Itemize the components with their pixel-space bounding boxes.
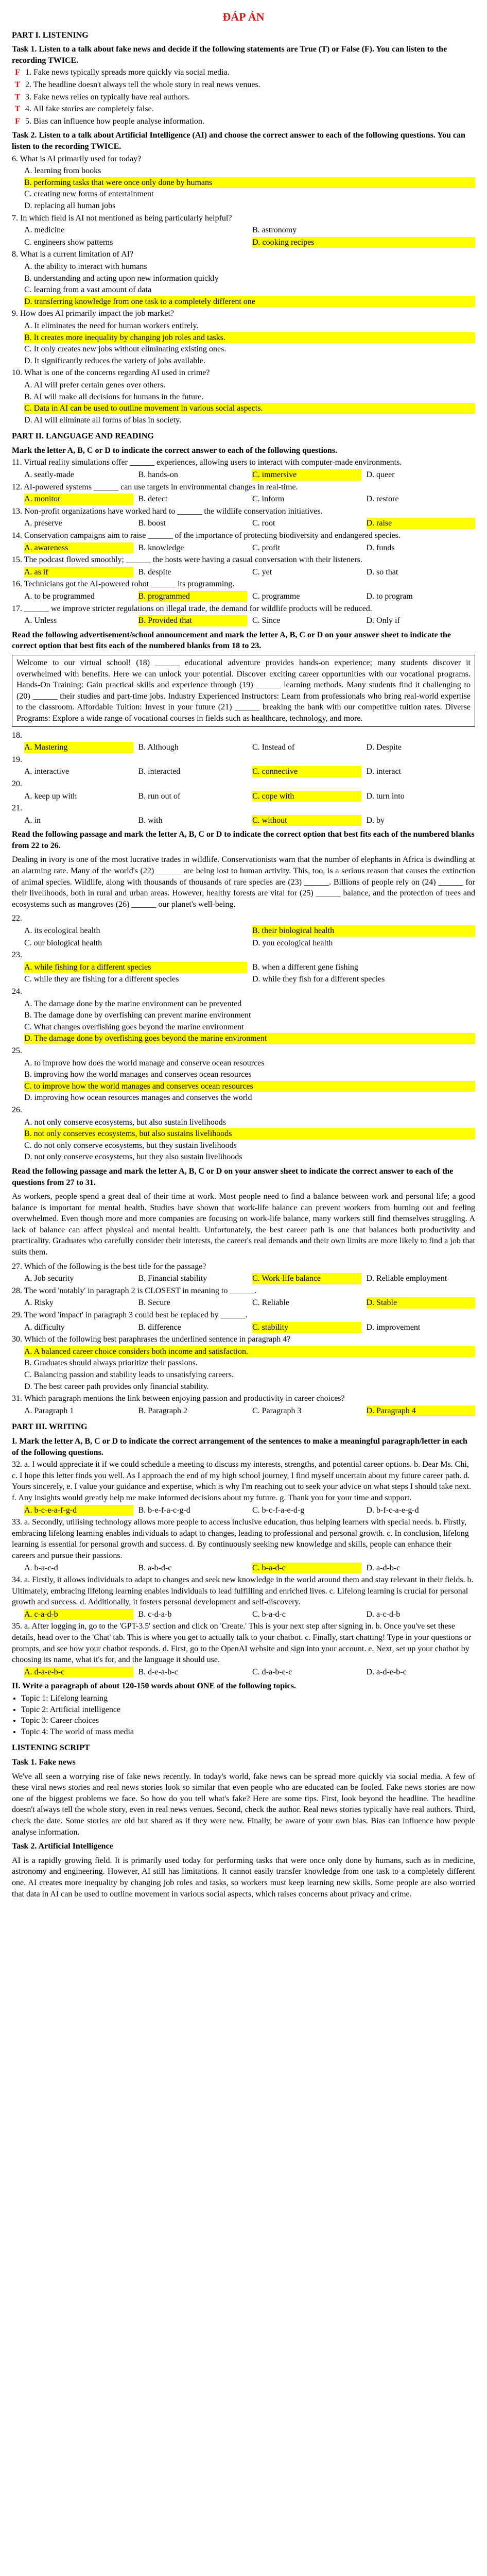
option: C. b-c-f-a-e-d-g bbox=[252, 1505, 305, 1515]
correct-option: C. Work-life balance bbox=[252, 1273, 361, 1284]
question-options bbox=[12, 815, 475, 826]
option: C. while they are fishing for a different species bbox=[24, 975, 179, 984]
correct-option: B. not only conserves ecosystems, but also sustains livelihoods bbox=[24, 1128, 475, 1140]
question-options bbox=[12, 1346, 475, 1392]
correct-option: D. Stable bbox=[367, 1297, 476, 1309]
option: C. yet bbox=[252, 567, 272, 577]
option: D. not only conserve ecosystems, but they also sustain livelihoods bbox=[24, 1153, 242, 1162]
reading3-instruction: Read the following passage and mark the letter A, B, C or D on your answer sheet to indicate the correct answer to each of the questions from 27 to 31. bbox=[12, 1166, 454, 1187]
option: B. astronomy bbox=[252, 226, 297, 235]
option: B. hands-on bbox=[138, 470, 178, 480]
correct-option: C. stability bbox=[252, 1322, 361, 1333]
question-options bbox=[12, 591, 475, 602]
option: A. difficulty bbox=[24, 1323, 65, 1332]
question-options bbox=[12, 1405, 475, 1417]
option: B. Paragraph 2 bbox=[138, 1406, 188, 1415]
topic-item: • Topic 3: Career choices bbox=[21, 1715, 475, 1726]
tf-text: 1. Fake news typically spreads more quickly via social media. bbox=[23, 68, 230, 77]
tf-statement bbox=[12, 104, 475, 115]
correct-option: A. c-a-d-b bbox=[24, 1609, 133, 1620]
option: D. restore bbox=[366, 495, 399, 504]
option: B. knowledge bbox=[138, 543, 184, 552]
correct-option: C. to improve how the world manages and conserves ocean resources bbox=[24, 1081, 475, 1092]
question-stem: 29. The word 'impact' in paragraph 3 could best be replaced by ______. bbox=[12, 1311, 248, 1320]
question-options bbox=[12, 1667, 475, 1678]
tf-text: 4. All fake stories are completely false. bbox=[23, 105, 154, 114]
question-stem: 12. AI-powered systems ______ can use targets in environmental changes in real-time. bbox=[12, 482, 298, 492]
topic-item: • Topic 2: Artificial intelligence bbox=[21, 1704, 475, 1716]
option: C. engineers show patterns bbox=[24, 238, 113, 247]
option: B. AI will make all decisions for humans in the future. bbox=[24, 392, 204, 401]
option: A. Unless bbox=[24, 616, 57, 625]
reading2-instruction: Read the following passage and mark the letter A, B, C or D to indicate the correct option that best fits each of the numbered blanks from 22 to 26. bbox=[12, 830, 475, 850]
question-stem: 13. Non-profit organizations have worked hard to ______ the wildlife conservation initiatives. bbox=[12, 506, 323, 516]
question-options bbox=[12, 261, 475, 307]
option: C. learning from a vast amount of data bbox=[24, 285, 152, 295]
option: B. d-e-a-b-c bbox=[138, 1667, 178, 1676]
question-stem: 16. Technicians got the AI-powered robot ______ its programming. bbox=[12, 580, 235, 589]
question-options bbox=[12, 518, 475, 529]
option: A. to improve how does the world manage and conserve ocean resources bbox=[24, 1058, 265, 1067]
option: A. b-a-c-d bbox=[24, 1563, 58, 1572]
correct-option: B. programmed bbox=[138, 591, 248, 602]
script-task1-text: We've all seen a worrying rise of fake news recently. In today's world, fake news can be spread more quickly via social media. A few of these viral news stories and real news stories look so similar that even people who are educated can be fooled. Fake news stories are now one of the biggest problems we face. So how do you tell what's fake? Here are some tips. First, look beyond the headline. The headline doesn't always tell the whole story, even in real news venues. Second, check the author. Real news stories typically have real authors. Third, check the date. Some stories are old but shared as if they were new. Finally, be aware of your own bias. Bias can influence how people analyse information. bbox=[12, 1772, 475, 1837]
option: B. difference bbox=[138, 1323, 181, 1332]
question-stem: 33. a. Secondly, utilising technology allows more people to access inclusive education, thus helping learners with special needs. b. Firstly, embracing lifelong learning enables individuals to adapt to changes, leading to professional and personal growth. c. In conclusion, lifelong learning is essential for personal growth and success. d. By continuously seeking new knowledge and skills, people can enhance their careers and pursue their passions. bbox=[12, 1518, 469, 1560]
correct-option: C. cope with bbox=[252, 791, 361, 802]
option: A. the ability to interact with humans bbox=[24, 262, 147, 271]
option: C. Since bbox=[252, 616, 281, 625]
option: B. a-b-d-c bbox=[138, 1563, 172, 1572]
correct-option: B. performing tasks that were once only done by humans bbox=[24, 177, 475, 189]
question-stem: 31. Which paragraph mentions the link between enjoying passion and productivity in career choices? bbox=[12, 1394, 345, 1403]
task1-instruction: Task 1. Listen to a talk about fake news and decide if the following statements are True (T) or False (F). You can listen to the recording TWICE. bbox=[12, 45, 447, 65]
option: D. Only if bbox=[366, 616, 400, 625]
option: B. understanding and acting upon new information quickly bbox=[24, 274, 219, 283]
question-stem: 14. Conservation campaigns aim to raise ______ of the importance of protecting biodiversity and endangered species. bbox=[12, 531, 401, 540]
question-options bbox=[12, 742, 475, 753]
question-stem: 18. bbox=[12, 731, 22, 740]
option: B. despite bbox=[138, 567, 171, 577]
correct-option: D. Paragraph 4 bbox=[367, 1405, 476, 1417]
question-stem: 25. bbox=[12, 1046, 22, 1055]
task2-instruction: Task 2. Listen to a talk about Artificial Intelligence (AI) and choose the correct answer to each of the following questions. You can listen to the recording TWICE. bbox=[12, 131, 465, 151]
question-options bbox=[12, 1117, 475, 1163]
option: D. so that bbox=[366, 567, 398, 577]
option: D. It significantly reduces the variety of jobs available. bbox=[24, 356, 205, 365]
page-title: ĐÁP ÁN bbox=[222, 10, 265, 23]
option: B. Financial stability bbox=[138, 1274, 207, 1283]
option: A. medicine bbox=[24, 226, 65, 235]
topics-list bbox=[21, 1693, 475, 1737]
question-stem: 26. bbox=[12, 1105, 22, 1114]
option: C. programme bbox=[252, 592, 300, 601]
question-options bbox=[12, 320, 475, 366]
question-stem: 34. a. Firstly, it allows individuals to adapt to changes and seek new knowledge in the world around them and stay relevant in their fields. b. Ultimately, embracing lifelong learning enables individuals to lead fulfilling and enriched lives. c. Lifelong learning is crucial for personal growth and success. d. Additionally, it fosters personal development and self-discovery. bbox=[12, 1575, 474, 1607]
option: C. Balancing passion and stability leads to unsatisfying careers. bbox=[24, 1370, 234, 1379]
question-stem: 24. bbox=[12, 987, 22, 996]
option: B. run out of bbox=[138, 791, 181, 801]
option: B. Secure bbox=[138, 1298, 170, 1308]
paragraph-instruction: II. Write a paragraph of about 120-150 words about ONE of the following topics. bbox=[12, 1682, 296, 1691]
reading2-text: Dealing in ivory is one of the most lucrative trades in wildlife. Conservationists warn that the number of elephants in Africa is dwindling at an alarming rate. Many of the world's (22) ______ are being lost to human activity. This, too, is a serious reason that causes the extinction of animal species. Wildlife, along with thousands of thousands of rare species are (23) ______. Billions of people rely on (24) ______ for their livelihoods, both in rural and urban areas. However, healthy forests are vital for (25) ______ balance, and the protection of trees and ecosystems such as mangroves (26) ______ our planet's well-being. bbox=[12, 855, 475, 909]
question-options bbox=[12, 165, 475, 211]
question-stem: 11. Virtual reality simulations offer ______ experiences, allowing users to interact with computer-made environments. bbox=[12, 458, 402, 467]
question-options bbox=[12, 1609, 475, 1620]
option: C. b-a-d-c bbox=[252, 1609, 286, 1619]
question-options bbox=[12, 1273, 475, 1284]
option: A. keep up with bbox=[24, 791, 77, 801]
correct-option: A. d-a-e-b-c bbox=[24, 1667, 133, 1678]
tf-answer: T bbox=[14, 92, 21, 101]
option: D. replacing all human jobs bbox=[24, 201, 116, 210]
correct-option: B. It creates more inequality by changing job roles and tasks. bbox=[24, 332, 475, 344]
option: C. inform bbox=[252, 495, 285, 504]
option: C. d-a-b-e-c bbox=[252, 1667, 292, 1676]
question-options bbox=[12, 1297, 475, 1309]
script-task1-label: Task 1. Fake news bbox=[12, 1758, 76, 1767]
question-options bbox=[12, 962, 475, 985]
option: D. a-d-e-b-c bbox=[366, 1667, 407, 1676]
correct-option: A. b-c-e-a-f-g-d bbox=[24, 1505, 133, 1516]
question-stem: 10. What is one of the concerns regarding AI used in crime? bbox=[12, 368, 210, 378]
option: C. Reliable bbox=[252, 1298, 289, 1308]
question-stem: 27. Which of the following is the best title for the passage? bbox=[12, 1262, 206, 1271]
question-options bbox=[12, 925, 475, 948]
question-options bbox=[12, 469, 475, 481]
correct-option: C. without bbox=[252, 815, 361, 826]
question-options bbox=[12, 1505, 475, 1516]
option: B. improving how the world manages and conserves ocean resources bbox=[24, 1070, 252, 1079]
tf-statement bbox=[12, 116, 475, 127]
correct-option: A. Mastering bbox=[24, 742, 133, 753]
option: D. interact bbox=[366, 767, 402, 776]
question-options bbox=[12, 1322, 475, 1333]
correct-option: A. awareness bbox=[24, 543, 133, 554]
option: B. Graduates should always prioritize their passions. bbox=[24, 1359, 198, 1368]
option: A. its ecological health bbox=[24, 926, 100, 936]
script-task2-label: Task 2. Artificial Intelligence bbox=[12, 1842, 113, 1851]
tf-answer: T bbox=[14, 80, 21, 90]
option: A. not only conserve ecosystems, but also sustain livelihoods bbox=[24, 1117, 226, 1127]
question-stem: 20. bbox=[12, 779, 22, 788]
correct-option: A. as if bbox=[24, 567, 133, 578]
correct-option: C. immersive bbox=[252, 469, 361, 481]
correct-option: A. A balanced career choice considers both income and satisfaction. bbox=[24, 1346, 475, 1358]
tf-text: 3. Fake news relies on typically have real authors. bbox=[23, 92, 190, 101]
option: A. to be programmed bbox=[24, 592, 95, 601]
tf-statement bbox=[12, 79, 475, 91]
correct-option: D. transferring knowledge from one task to a completely different one bbox=[24, 296, 475, 308]
part2-heading: PART II. LANGUAGE AND READING bbox=[12, 432, 154, 441]
option: D. to program bbox=[366, 592, 413, 601]
correct-option: C. connective bbox=[252, 766, 361, 777]
option: D. Reliable employment bbox=[366, 1274, 447, 1283]
listening-script-heading: LISTENING SCRIPT bbox=[12, 1743, 90, 1753]
script-task2-text: AI is a rapidly growing field. It is primarily used today for performing tasks that were once only done by humans, such as in medicine, astronomy and engineering. However, AI still has limitations. It cannot easily transfer knowledge from one task to a completely different one. AI creates more inequality by changing job roles and tasks, so workers must keep learning new skills. Some people are also worried that data in AI can be used to outline movement in various social aspects, which raises concerns about privacy and crime. bbox=[12, 1856, 475, 1899]
option: A. in bbox=[24, 816, 41, 825]
option: C. What changes overfishing goes beyond the marine environment bbox=[24, 1022, 244, 1031]
option: C. do not only conserve ecosystems, but they sustain livelihoods bbox=[24, 1141, 237, 1150]
question-stem: 15. The podcast flowed smoothly; ______ the hosts were having a casual conversation with their listeners. bbox=[12, 555, 362, 565]
answer-key-page bbox=[12, 0, 475, 1915]
question-options bbox=[12, 998, 475, 1044]
correct-option: C. Data in AI can be used to outline movement in various social aspects. bbox=[24, 403, 475, 414]
reading1-text: Welcome to our virtual school! (18) ______ educational adventure provides hands-on experience; many students discover it overwhelmed with benefits. Here we can unlock your potential. Discover exciting career opportunities with our vocational programs. Hands-On Training: Gain practical skills and experience through (19) ______ learning methods. Many students find it challenging to (20) ______ their studies and part-time jobs. Industry Experienced Instructors: Learn from professionals who bring real-world expertise to the classroom. Affordable Tuition: Invest in your future (21) ______ breaking the bank with our competitive tuition rates. Diverse Programs: Explore a wide range of vocational courses in fields such as healthcare, technology, and more. bbox=[12, 655, 475, 727]
option: A. Job security bbox=[24, 1274, 74, 1283]
tf-answer: F bbox=[15, 68, 20, 77]
question-stem: 32. a. I would appreciate it if we could schedule a meeting to discuss my interests, strengths, and potential career options. b. Dear Ms. Chi, c. I hope this letter finds you well. As I approach the end of my high school journey, I find myself uncertain about my future career path. d. Yours sincerely, e. I value your guidance and expertise, which is why I'm reaching out to seek your advice on what steps I should take next. f. Any insights would greatly help me make informed decisions about my future. g. Thank you for your time and support. bbox=[12, 1460, 471, 1502]
option: D. Despite bbox=[366, 743, 402, 752]
correct-option: A. while fishing for a different species bbox=[24, 962, 247, 973]
option: D. The best career path provides only financial stability. bbox=[24, 1382, 209, 1391]
option: A. interactive bbox=[24, 767, 69, 776]
reading1-instruction: Read the following advertisement/school announcement and mark the letter A, B, C or D on your answer sheet to indicate the correct option that best fits each of the numbered blanks from 18 to 23. bbox=[12, 630, 451, 651]
option: B. with bbox=[138, 816, 163, 825]
correct-option: D. The damage done by overfishing goes beyond the marine environment bbox=[24, 1033, 475, 1044]
option: D. a-d-b-c bbox=[366, 1563, 401, 1572]
option: D. you ecological health bbox=[252, 938, 333, 947]
question-options bbox=[12, 543, 475, 554]
part2-list bbox=[12, 457, 475, 626]
option: C. our biological health bbox=[24, 938, 102, 947]
tf-answer: F bbox=[15, 116, 20, 126]
option: C. Paragraph 3 bbox=[252, 1406, 302, 1415]
option: D. improving how ocean resources manages and conserves the world bbox=[24, 1093, 252, 1103]
question-stem: 8. What is a current limitation of AI? bbox=[12, 250, 134, 259]
option: D. queer bbox=[366, 470, 395, 480]
option: C. It only creates new jobs without eliminating existing ones. bbox=[24, 345, 227, 354]
option: D. by bbox=[366, 816, 385, 825]
option: B. when a different gene fishing bbox=[252, 962, 358, 972]
question-stem: 6. What is AI primarily used for today? bbox=[12, 154, 142, 163]
option: A. seatly-made bbox=[24, 470, 74, 480]
option: B. interacted bbox=[138, 767, 181, 776]
question-stem: 7. In which field is AI not mentioned as being particularly helpful? bbox=[12, 213, 232, 223]
correct-option: A. monitor bbox=[24, 494, 133, 505]
question-stem: 22. bbox=[12, 914, 22, 923]
question-options bbox=[12, 567, 475, 578]
option: D. turn into bbox=[366, 791, 405, 801]
option: C. profit bbox=[252, 543, 281, 552]
option: B. c-d-a-b bbox=[138, 1609, 172, 1619]
task1-list bbox=[12, 67, 475, 127]
tf-statement bbox=[12, 92, 475, 103]
option: B. detect bbox=[138, 495, 168, 504]
correct-option: D. raise bbox=[367, 518, 476, 529]
correct-option: B. Provided that bbox=[138, 615, 248, 626]
task2-list bbox=[12, 154, 475, 426]
question-stem: 28. The word 'notably' in paragraph 2 is CLOSEST in meaning to ______. bbox=[12, 1286, 257, 1295]
question-options bbox=[12, 615, 475, 626]
reading1-list bbox=[12, 730, 475, 826]
option: A. Risky bbox=[24, 1298, 54, 1308]
question-options bbox=[12, 1058, 475, 1104]
question-options bbox=[12, 380, 475, 426]
option: C. creating new forms of entertainment bbox=[24, 190, 154, 199]
option: D. improvement bbox=[366, 1323, 421, 1332]
question-stem: 21. bbox=[12, 804, 22, 813]
tf-text: 2. The headline doesn't always tell the whole story in real news venues. bbox=[23, 80, 260, 90]
question-options bbox=[12, 766, 475, 777]
option: A. Paragraph 1 bbox=[24, 1406, 74, 1415]
correct-option: D. cooking recipes bbox=[252, 237, 475, 248]
question-options bbox=[12, 791, 475, 802]
option: A. learning from books bbox=[24, 166, 101, 176]
part3-heading: PART III. WRITING bbox=[12, 1422, 88, 1432]
question-stem: 9. How does AI primarily impact the job market? bbox=[12, 309, 175, 318]
tf-statement bbox=[12, 67, 475, 78]
option: A. AI will prefer certain genes over others. bbox=[24, 380, 166, 389]
option: D. b-f-c-a-e-g-d bbox=[366, 1505, 419, 1515]
option: A. The damage done by the marine environment can be prevented bbox=[24, 999, 242, 1008]
reading2-list bbox=[12, 913, 475, 1162]
option: D. AI will eliminate all forms of bias in society. bbox=[24, 415, 182, 425]
reading3-text: As workers, people spend a great deal of their time at work. Most people need to find a balance between work and personal life; a good balance is important for mental health. Studies have shown that work-life balance can prevent workers from burning out and feeling overwhelmed. Even though more and more companies are focusing on work-life balance, many workers still find themselves struggling. A lack of balance can affect physical and mental health. Unfortunately, the best career path is one that balances both productivity and practicality. Graduates who carefully consider their interests, the career's real demands and their own limits are more likely to find a job that suits them. bbox=[12, 1192, 475, 1257]
option: B. boost bbox=[138, 519, 166, 528]
option: A. preserve bbox=[24, 519, 62, 528]
part1-heading: PART I. LISTENING bbox=[12, 30, 89, 40]
option: D. while they fish for a different species bbox=[252, 975, 385, 984]
part2-instruction: Mark the letter A, B, C or D to indicate the correct answer to each of the following questions. bbox=[12, 446, 338, 455]
topic-item: • Topic 4: The world of mass media bbox=[21, 1726, 475, 1738]
topic-item: • Topic 1: Lifelong learning bbox=[21, 1693, 475, 1704]
question-stem: 23. bbox=[12, 951, 22, 960]
reading3-list bbox=[12, 1261, 475, 1417]
option: B. The damage done by overfishing can prevent marine environment bbox=[24, 1011, 251, 1020]
question-stem: 35. a. After logging in, go to the 'GPT-3.5' section and click on 'Create.' This is your next step after signing in. b. Once you've set these details, head over to the 'Chat' tab. This is where you get to actually talk to your chatbot. c. Finally, start chatting! Type in your questions or prompts, and see how your chatbot responds. d. First, go to the OpenAI website and sign into your account. e. Next, set up your chatbot by choosing its name, what it's for, and the language it should use. bbox=[12, 1622, 472, 1665]
question-stem: 30. Which of the following best paraphrases the underlined sentence in paragraph 4? bbox=[12, 1335, 291, 1344]
option: A. It eliminates the need for human workers entirely. bbox=[24, 321, 199, 330]
option: D. a-c-d-b bbox=[366, 1609, 401, 1619]
question-stem: 19. bbox=[12, 755, 22, 764]
question-options bbox=[12, 1563, 475, 1574]
option: D. funds bbox=[366, 543, 395, 552]
tf-answer: T bbox=[14, 105, 21, 114]
correct-option: B. their biological health bbox=[252, 925, 475, 937]
option: C. Instead of bbox=[252, 743, 295, 752]
question-stem: 17. ______ we improve stricter regulations on illegal trade, the demand for wildlife products will be reduced. bbox=[12, 604, 372, 613]
part3-instruction: I. Mark the letter A, B, C or D to indicate the correct arrangement of the sentences to make a meaningful paragraph/letter in each of the following questions. bbox=[12, 1436, 467, 1457]
option: B. b-e-f-a-c-g-d bbox=[138, 1505, 190, 1515]
part3-list bbox=[12, 1459, 475, 1677]
option: B. Although bbox=[138, 743, 179, 752]
question-options bbox=[12, 494, 475, 505]
option: C. root bbox=[252, 519, 275, 528]
correct-option: C. b-a-d-c bbox=[252, 1563, 361, 1574]
question-options bbox=[12, 225, 475, 248]
tf-text: 5. Bias can influence how people analyse information. bbox=[23, 116, 204, 126]
